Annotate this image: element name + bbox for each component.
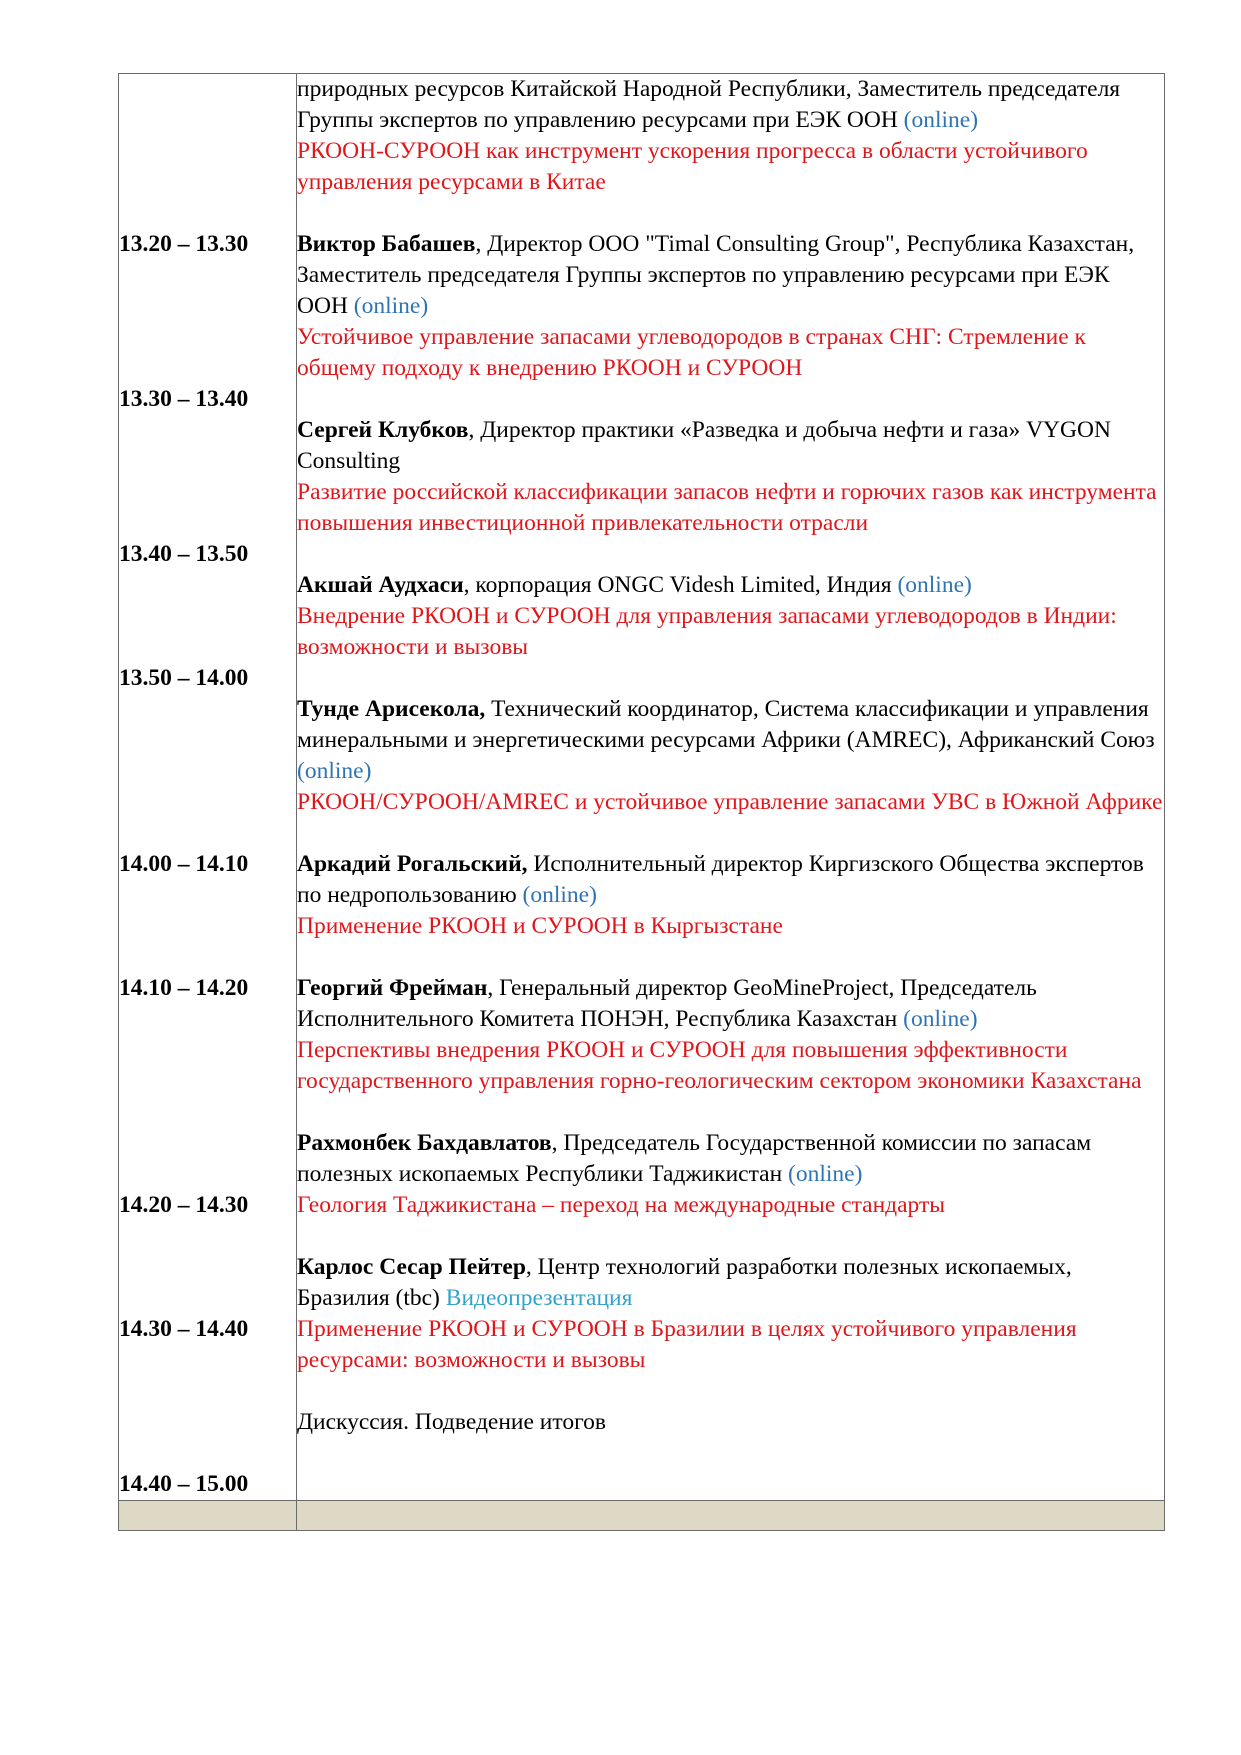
video-presentation-label: Видеопрезентация [445, 1285, 633, 1311]
online-label: (online) [297, 758, 372, 784]
time-column [119, 74, 297, 1501]
online-label: (online) [897, 572, 972, 598]
time-slot: 14.10 – 14.20 [119, 975, 249, 1001]
agenda-entry [297, 973, 1164, 1128]
talk-topic: Устойчивое управление запасами углеводородов в странах СНГ: Стремление к общему подходу к внедрению РКООН и СУРООН [297, 324, 1086, 381]
speaker-role: , Директор практики «Разведка и добыча нефти и газа» VYGON Consulting [297, 417, 1111, 474]
speaker-role: , Генеральный директор GeoMineProject, Председатель Исполнительного Комитета ПОНЭН, Республика Казахстан [297, 975, 1037, 1032]
speaker-role: , Центр технологий разработки полезных ископаемых, Бразилия (tbc) [297, 1254, 1072, 1311]
agenda-entry [297, 415, 1164, 570]
online-label: (online) [522, 882, 597, 908]
time-slot: 13.40 – 13.50 [119, 541, 249, 567]
speaker-role: Технический координатор, Система классификации и управления минеральными и энергетическими ресурсами Африки (AMREC), Африканский Союз [297, 696, 1155, 753]
time-slot: 14.00 – 14.10 [119, 851, 249, 877]
speaker-name: Аркадий Рогальский, [297, 851, 528, 877]
talk-topic: Геология Таджикистана – переход на международные стандарты [297, 1192, 946, 1218]
time-slot: 14.30 – 14.40 [119, 1316, 249, 1342]
online-label: (online) [903, 107, 979, 133]
entry-text: природных ресурсов Китайской Народной Республики, Заместитель председателя Группы экспертов по управлению ресурсами при ЕЭК ООН [297, 76, 1121, 133]
agenda-entry [297, 694, 1164, 849]
time-slot-final: 14.40 – 15.00 [119, 1471, 249, 1497]
talk-topic: Применение РКООН и СУРООН в Бразилии в целях устойчивого управления ресурсами: возможности и вызовы [297, 1316, 1077, 1373]
speaker-role: , Председатель Государственной комиссии по запасам полезных ископаемых Республики Таджикистан [297, 1130, 1092, 1187]
speaker-role: , Директор ООО "Timal Consulting Group", Республика Казахстан, Заместитель председателя Группы экспертов по управлению ресурсами при ЕЭК ООН [297, 231, 1135, 319]
time-slot: 13.30 – 13.40 [119, 386, 249, 412]
talk-topic: Перспективы внедрения РКООН и СУРООН для повышения эффективности государственного управления горно-геологическим сектором экономики Казахстана [297, 1037, 1142, 1094]
speaker-name: Виктор Бабашев [297, 231, 476, 257]
agenda-entry-continued [297, 74, 1164, 229]
online-label: (online) [353, 293, 429, 319]
agenda-footer-row [119, 1501, 1165, 1531]
speaker-name: Акшай Аудхаси [297, 572, 464, 598]
time-slot-continued [119, 74, 296, 229]
agenda-entry [297, 849, 1164, 973]
agenda-entry [297, 1128, 1164, 1252]
agenda-main-row [119, 74, 1165, 1501]
talk-topic: РКООН-СУРООН как инструмент ускорения прогресса в области устойчивого управления ресурсами в Китае [297, 138, 1088, 195]
speaker-name: Сергей Клубков [297, 417, 469, 443]
agenda-entry [297, 1252, 1164, 1407]
talk-topic: Применение РКООН и СУРООН в Кыргызстане [297, 913, 783, 939]
time-slot: 14.20 – 14.30 [119, 1192, 249, 1218]
talk-topic: Внедрение РКООН и СУРООН для управления запасами углеводородов в Индии: возможности и вызовы [297, 603, 1117, 660]
agenda-entry [297, 229, 1164, 415]
speaker-name: Карлос Сесар Пейтер [297, 1254, 526, 1280]
footer-cell-content [297, 1501, 1165, 1531]
discussion-text: Дискуссия. Подведение итогов [297, 1409, 606, 1435]
footer-cell-time [119, 1501, 297, 1531]
agenda-entry-final [297, 1407, 1164, 1438]
speaker-role: , корпорация ONGC Videsh Limited, Индия [463, 572, 892, 598]
talk-topic: РКООН/СУРООН/AMREC и устойчивое управление запасами УВС в Южной Африке [297, 789, 1163, 815]
speaker-role: Исполнительный директор Киргизского Общества экспертов по недропользованию [297, 851, 1144, 908]
speaker-name: Георгий Фрейман [297, 975, 488, 1001]
time-slot: 13.20 – 13.30 [119, 231, 249, 257]
agenda-table [118, 73, 1165, 1531]
online-label: (online) [903, 1006, 978, 1032]
content-column [297, 74, 1165, 1501]
speaker-name: Рахмонбек Бахдавлатов [297, 1130, 552, 1156]
agenda-entry [297, 570, 1164, 694]
talk-topic: Развитие российской классификации запасов нефти и горючих газов как инструмента повышения инвестиционной привлекательности отрасли [297, 479, 1157, 536]
time-slot: 13.50 – 14.00 [119, 665, 249, 691]
online-label: (online) [788, 1161, 863, 1187]
speaker-name: Тунде Арисекола, [297, 696, 486, 722]
